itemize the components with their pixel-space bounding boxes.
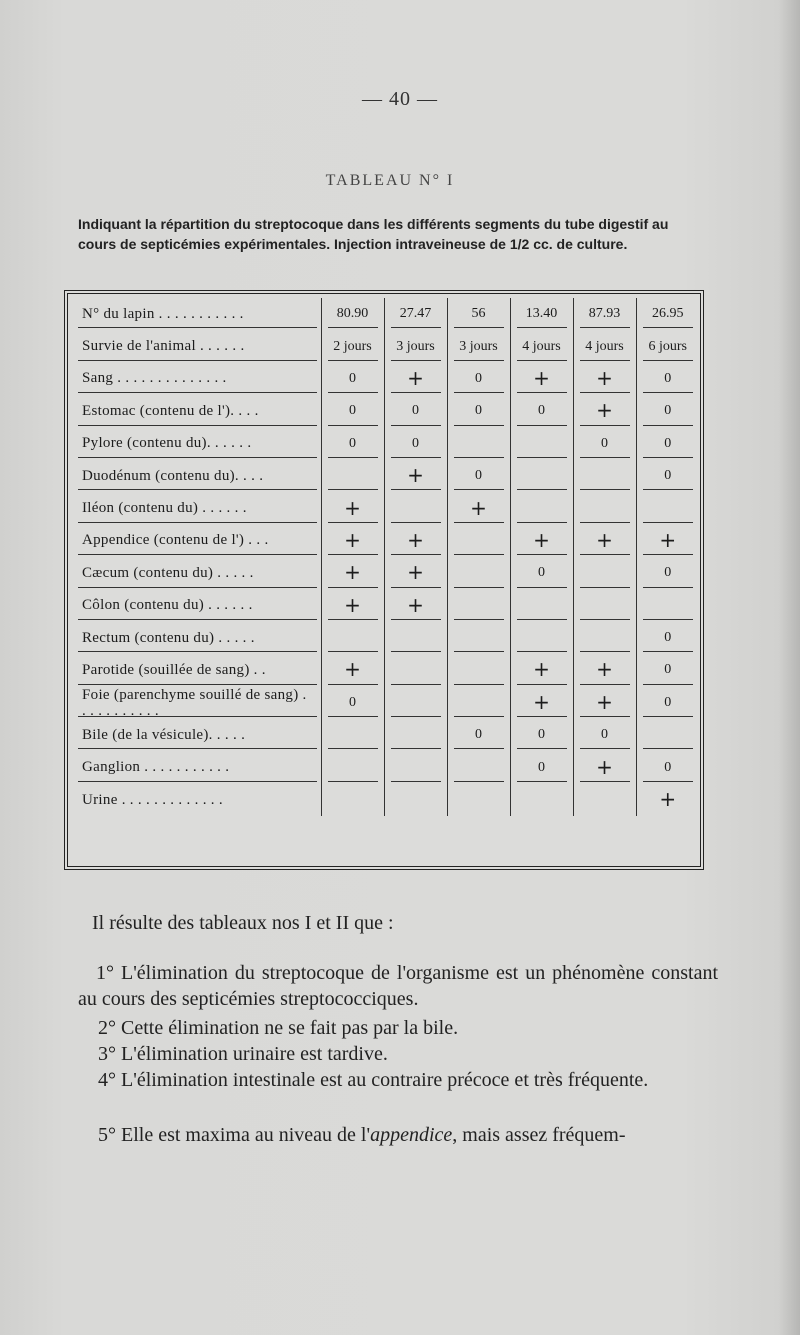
- table-cell: [510, 687, 573, 719]
- table-cell: [573, 687, 636, 719]
- table-cell: [573, 751, 636, 783]
- table-cell: [636, 395, 699, 427]
- cell-value: 0: [664, 759, 672, 775]
- cell-value: 3 jours: [396, 338, 435, 354]
- table-cell: [573, 363, 636, 395]
- table-cell: [321, 784, 384, 816]
- cell-value: 0: [538, 403, 545, 419]
- table-cell: [321, 590, 384, 622]
- paragraph-5-end: , mais assez fréquem-: [452, 1124, 626, 1146]
- cell-value: +: [407, 527, 424, 552]
- table-cell: [321, 654, 384, 686]
- row-label: N° du lapin . . . . . . . . . . .: [72, 298, 321, 330]
- table-row: [72, 719, 699, 751]
- cell-value: +: [407, 365, 424, 390]
- row-label: Parotide (souillée de sang) . .: [72, 654, 321, 686]
- table-cell: [510, 330, 573, 362]
- table-cell: [573, 298, 636, 330]
- cell-value: 27.47: [399, 306, 432, 322]
- table-cell: [510, 395, 573, 427]
- cell-value: +: [596, 398, 613, 423]
- table-cell: [636, 784, 699, 816]
- table-cell: [636, 557, 699, 589]
- table-cell: [447, 428, 510, 460]
- table-cell: [447, 395, 510, 427]
- table-cell: [447, 687, 510, 719]
- table-cell: [447, 363, 510, 395]
- table-cell: [573, 654, 636, 686]
- paragraph-5-italic: appendice: [370, 1124, 453, 1146]
- cell-value: +: [470, 495, 487, 520]
- cell-value: 0: [664, 694, 672, 710]
- table-cell: [447, 557, 510, 589]
- table-row: [72, 363, 699, 395]
- table-row: [72, 395, 699, 427]
- table-cell: [636, 298, 699, 330]
- table-cell: [384, 590, 447, 622]
- cell-value: 0: [349, 435, 356, 451]
- cell-value: +: [659, 527, 677, 552]
- cell-value: 0: [664, 565, 672, 581]
- table-cell: [321, 428, 384, 460]
- cell-value: 56: [471, 306, 486, 322]
- cell-value: 0: [538, 759, 545, 775]
- cell-value: 0: [538, 727, 545, 743]
- table-cell: [321, 330, 384, 362]
- table-cell: [573, 622, 636, 654]
- table-cell: [384, 330, 447, 362]
- table-cell: [636, 363, 699, 395]
- cell-value: 0: [475, 403, 482, 419]
- row-label: Rectum (contenu du) . . . . .: [72, 622, 321, 654]
- cell-value: 0: [538, 565, 545, 581]
- cell-value: 3 jours: [459, 338, 498, 354]
- cell-value: 13.40: [525, 306, 558, 322]
- table-cell: [384, 654, 447, 686]
- cell-value: 0: [601, 435, 608, 451]
- cell-value: 0: [664, 370, 672, 386]
- table-row: [72, 492, 699, 524]
- table-cell: [321, 492, 384, 524]
- paragraph-4: 4° L'élimination intestinale est au contraire précoce et très fréquente.: [98, 1069, 649, 1091]
- table-row: [72, 298, 699, 330]
- table-row: [72, 460, 699, 492]
- table-cell: [384, 557, 447, 589]
- row-label: Sang . . . . . . . . . . . . . .: [72, 363, 321, 395]
- table-row: [72, 590, 699, 622]
- table-cell: [510, 590, 573, 622]
- cell-value: +: [344, 495, 361, 520]
- table-cell: [510, 525, 573, 557]
- cell-value: +: [407, 592, 424, 617]
- table-cell: [510, 784, 573, 816]
- table-cell: [321, 525, 384, 557]
- row-label: Foie (parenchyme souillé de sang) . . . . . . . . . . .: [72, 687, 321, 719]
- table-cell: [510, 492, 573, 524]
- table-cell: [636, 687, 699, 719]
- table-cell: [573, 492, 636, 524]
- table-cell: [573, 784, 636, 816]
- intro-line: Il résulte des tableaux nos I et II que :: [92, 912, 394, 934]
- table-row: [72, 557, 699, 589]
- table-cell: [510, 622, 573, 654]
- table-cell: [384, 395, 447, 427]
- cell-value: +: [596, 527, 613, 552]
- cell-value: +: [344, 657, 361, 682]
- table-cell: [384, 784, 447, 816]
- cell-value: 0: [475, 370, 482, 386]
- cell-value: 0: [412, 403, 419, 419]
- table-cell: [510, 428, 573, 460]
- table-cell: [384, 492, 447, 524]
- table-cell: [384, 622, 447, 654]
- cell-value: 0: [664, 630, 672, 646]
- table-cell: [384, 428, 447, 460]
- table-cell: [447, 719, 510, 751]
- table-cell: [510, 719, 573, 751]
- table-cell: [321, 719, 384, 751]
- row-label: Duodénum (contenu du). . . .: [72, 460, 321, 492]
- cell-value: +: [407, 560, 424, 585]
- table-row: [72, 784, 699, 816]
- paragraph-3: 3° L'élimination urinaire est tardive.: [98, 1043, 388, 1065]
- table-row: [72, 751, 699, 783]
- row-label: Pylore (contenu du). . . . . .: [72, 428, 321, 460]
- table-cell: [636, 428, 699, 460]
- table-cell: [447, 492, 510, 524]
- table-cell: [510, 460, 573, 492]
- table-cell: [510, 363, 573, 395]
- cell-value: 2 jours: [333, 338, 372, 354]
- table-cell: [510, 654, 573, 686]
- cell-value: 87.93: [588, 306, 621, 322]
- cell-value: +: [596, 689, 613, 714]
- row-label: Urine . . . . . . . . . . . . .: [72, 784, 321, 816]
- cell-value: 0: [664, 468, 672, 484]
- cell-value: 0: [601, 727, 608, 743]
- table-cell: [447, 622, 510, 654]
- table-cell: [321, 298, 384, 330]
- table-cell: [636, 590, 699, 622]
- cell-value: 6 jours: [648, 338, 687, 354]
- table-cell: [447, 784, 510, 816]
- cell-value: +: [407, 463, 424, 488]
- table-cell: [573, 460, 636, 492]
- paragraph-2: 2° Cette élimination ne se fait pas par la bile.: [98, 1017, 459, 1039]
- table-cell: [321, 557, 384, 589]
- table-cell: [573, 330, 636, 362]
- cell-value: 0: [349, 694, 356, 710]
- paragraph-1: 1° L'élimination du streptocoque de l'organisme est un phénomène constant au cours des septicémies streptococciques.: [78, 962, 718, 1010]
- table-cell: [636, 719, 699, 751]
- row-label: Estomac (contenu de l'). . . .: [72, 395, 321, 427]
- table-cell: [573, 395, 636, 427]
- cell-value: 0: [475, 727, 482, 743]
- table-cell: [447, 525, 510, 557]
- table-cell: [636, 751, 699, 783]
- cell-value: 4 jours: [522, 338, 561, 354]
- table-cell: [447, 654, 510, 686]
- row-label: Cæcum (contenu du) . . . . .: [72, 557, 321, 589]
- table-cell: [510, 557, 573, 589]
- table-cell: [321, 751, 384, 783]
- cell-value: 0: [349, 370, 356, 386]
- cell-value: 0: [664, 435, 672, 451]
- table-cell: [447, 590, 510, 622]
- table-cell: [573, 428, 636, 460]
- table-cell: [447, 751, 510, 783]
- row-label: Bile (de la vésicule). . . . .: [72, 719, 321, 751]
- table-cell: [636, 654, 699, 686]
- paragraph-5-start: 5° Elle est maxima au niveau de l': [98, 1124, 371, 1146]
- table-cell: [636, 492, 699, 524]
- table-cell: [384, 363, 447, 395]
- table-row: [72, 525, 699, 557]
- table-cell: [384, 751, 447, 783]
- paragraph-5: [98, 1122, 738, 1148]
- table-cell: [573, 557, 636, 589]
- page-edge-shadow: [778, 0, 800, 1335]
- table-caption: Indiquant la répartition du streptocoque dans les différents segments du tube digestif au cours de septicémies expérimentales. Injection intraveineuse de 1/2 cc. de culture.: [78, 216, 669, 252]
- cell-value: +: [533, 527, 550, 552]
- table-cell: [573, 525, 636, 557]
- cell-value: 80.90: [336, 306, 369, 322]
- table-cell: [447, 298, 510, 330]
- table-cell: [510, 751, 573, 783]
- table-cell: [384, 719, 447, 751]
- cell-value: +: [344, 527, 361, 552]
- table-row: [72, 330, 699, 362]
- cell-value: 0: [349, 403, 356, 419]
- cell-value: +: [596, 365, 613, 390]
- table-cell: [636, 525, 699, 557]
- table-cell: [636, 622, 699, 654]
- table-cell: [573, 719, 636, 751]
- cell-value: +: [344, 592, 361, 617]
- row-label: Côlon (contenu du) . . . . . .: [72, 590, 321, 622]
- data-table: [72, 298, 699, 816]
- table-body: [72, 298, 699, 816]
- row-label: Survie de l'animal . . . . . .: [72, 330, 321, 362]
- table-row: [72, 687, 699, 719]
- cell-value: 4 jours: [585, 338, 624, 354]
- table-cell: [447, 330, 510, 362]
- table-cell: [384, 298, 447, 330]
- cell-value: 0: [664, 662, 672, 678]
- table-cell: [321, 363, 384, 395]
- table-cell: [384, 460, 447, 492]
- table-cell: [447, 460, 510, 492]
- cell-value: +: [344, 560, 361, 585]
- cell-value: +: [596, 657, 613, 682]
- table-row: [72, 654, 699, 686]
- table-row: [72, 428, 699, 460]
- cell-value: 0: [475, 468, 482, 484]
- cell-value: +: [659, 787, 677, 812]
- row-label: Ganglion . . . . . . . . . . .: [72, 751, 321, 783]
- table-cell: [384, 687, 447, 719]
- table-cell: [384, 525, 447, 557]
- table-cell: [636, 460, 699, 492]
- table-cell: [636, 330, 699, 362]
- cell-value: +: [533, 657, 550, 682]
- row-label: Appendice (contenu de l') . . .: [72, 525, 321, 557]
- cell-value: +: [533, 365, 550, 390]
- page-number: — 40 —: [362, 88, 438, 110]
- cell-value: 0: [664, 403, 672, 419]
- table-cell: [321, 460, 384, 492]
- cell-value: 0: [412, 435, 419, 451]
- cell-value: +: [596, 754, 613, 779]
- table-cell: [321, 395, 384, 427]
- table-cell: [321, 622, 384, 654]
- table-cell: [573, 590, 636, 622]
- cell-value: 26.95: [652, 306, 684, 322]
- table-cell: [321, 687, 384, 719]
- table-title: TABLEAU N° I: [325, 172, 455, 189]
- cell-value: +: [533, 689, 550, 714]
- table-row: [72, 622, 699, 654]
- table-cell: [510, 298, 573, 330]
- row-label: Iléon (contenu du) . . . . . .: [72, 492, 321, 524]
